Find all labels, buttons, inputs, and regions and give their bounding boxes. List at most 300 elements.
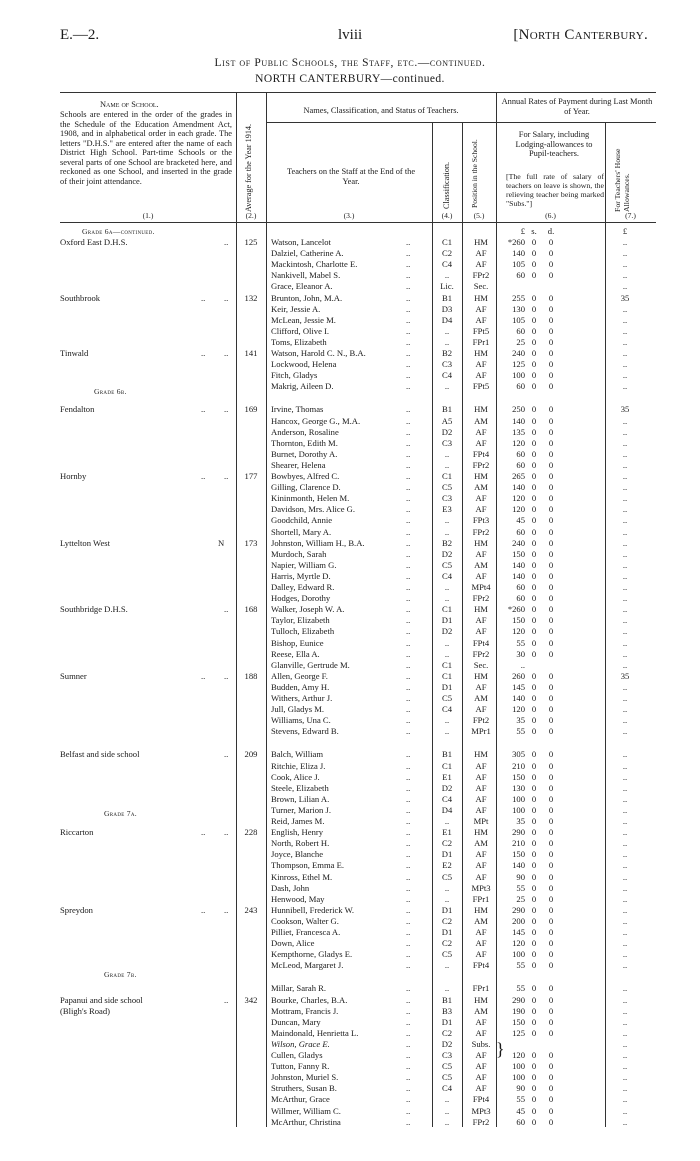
table-row <box>60 259 656 270</box>
table-row <box>60 883 656 894</box>
classification: D1 <box>441 615 453 626</box>
salary-pence: 0 <box>548 426 554 437</box>
house-allowance: .. <box>622 526 628 537</box>
salary-shillings: 0 <box>531 348 537 358</box>
teacher-name: Hunnibell, Frederick W. <box>271 904 355 915</box>
position: AF <box>475 1072 487 1083</box>
salary-shillings: 0 <box>531 816 537 826</box>
salary-shillings: 0 <box>531 771 537 782</box>
salary-pence: 0 <box>548 793 554 804</box>
salary-pence: 0 <box>548 681 554 692</box>
salary-shillings: 0 <box>531 849 537 860</box>
salary-pence: 0 <box>548 760 554 771</box>
classification: D4 <box>441 804 453 815</box>
teacher-name: Murdoch, Sarah <box>271 548 327 559</box>
teacher-name: Keir, Jessie A. <box>271 303 321 314</box>
leader-dots: .. <box>406 994 411 1005</box>
salary-shillings: 0 <box>531 1016 537 1027</box>
salary-pounds: 290 <box>512 904 525 915</box>
classification-heading: Classification. <box>442 161 451 209</box>
salary-pence: 0 <box>548 615 554 626</box>
house-allowance: .. <box>622 325 628 336</box>
position: AF <box>475 771 487 782</box>
salary-shillings: 0 <box>531 270 537 281</box>
teacher-name: Turner, Marion J. <box>271 804 331 815</box>
salary-pounds: 100 <box>512 1061 525 1072</box>
classification: .. <box>444 448 450 459</box>
position: AF <box>475 1050 487 1060</box>
table-row <box>60 593 656 604</box>
table-row <box>60 995 656 1006</box>
salary-shillings: 0 <box>531 582 537 592</box>
school-name: Fendalton <box>60 404 95 415</box>
salary-shillings: 0 <box>531 471 537 481</box>
average-attendance: 132 <box>244 292 258 303</box>
position: AF <box>475 504 487 515</box>
teacher-name: Burnet, Dorothy A. <box>271 448 338 459</box>
teacher-name: Joyce, Blanche <box>271 849 324 860</box>
classification: D2 <box>441 626 453 637</box>
leader-dots: .. <box>224 471 229 481</box>
teacher-name: Fitch, Gladys <box>271 370 318 381</box>
classification: D3 <box>441 303 453 314</box>
leader-dots: .. <box>224 994 229 1005</box>
classification: .. <box>444 515 450 526</box>
salary-shillings: 0 <box>531 493 537 504</box>
house-allowance: .. <box>622 237 628 247</box>
name-of-school-heading: Name of School. <box>100 100 159 109</box>
school-name: Riccarton <box>60 827 94 838</box>
salary-pounds: 140 <box>512 415 525 426</box>
salary-pence: 0 <box>548 726 554 737</box>
table-row <box>60 860 656 871</box>
salary-pence: 0 <box>548 827 554 838</box>
salary-shillings: 0 <box>531 927 537 937</box>
salary-pence: 0 <box>548 471 554 481</box>
leader-dots: .. <box>406 448 411 459</box>
salary-pounds: 125 <box>512 359 525 370</box>
classification: D2 <box>441 426 453 437</box>
position: Sec. <box>473 281 489 292</box>
salary-pence: 0 <box>548 259 554 270</box>
salary-shillings: 0 <box>531 838 537 849</box>
position: AF <box>475 681 487 692</box>
house-allowance: .. <box>622 570 628 581</box>
salary-pence: 0 <box>548 370 554 381</box>
salary-shillings: 0 <box>531 782 537 793</box>
table-row <box>60 527 656 538</box>
table-row <box>60 749 656 760</box>
leader-dots: .. <box>406 1050 411 1060</box>
salary-pounds: 305 <box>512 749 525 760</box>
classification: C4 <box>441 570 453 581</box>
position: HM <box>474 904 488 915</box>
leader-dots: .. <box>406 582 411 592</box>
table-row <box>60 1106 656 1117</box>
classification: C4 <box>441 704 453 715</box>
table-row <box>60 1094 656 1105</box>
subs-bracket: } <box>496 1039 505 1059</box>
salary-shillings: 0 <box>531 615 537 626</box>
position: FPr2 <box>472 593 490 604</box>
position: AF <box>475 437 487 448</box>
salary-pounds: 45 <box>516 1105 525 1116</box>
salary-shillings: 0 <box>531 1105 537 1116</box>
house-allowance: .. <box>622 270 628 281</box>
leader-dots: .. <box>406 437 411 448</box>
teacher-name: Watson, Harold C. N., B.A. <box>271 348 366 358</box>
leader-dots: .. <box>406 270 411 281</box>
teacher-name: Withers, Arthur J. <box>271 693 333 703</box>
table-row <box>60 315 656 326</box>
salary-shillings: 0 <box>531 648 537 659</box>
leader-dots: .. <box>406 626 411 637</box>
salary-pounds: 25 <box>516 336 525 347</box>
classification: D4 <box>441 314 453 325</box>
teachers-staff-heading: Teachers on the Staff at the End of the Year. <box>286 167 416 186</box>
classification: .. <box>444 593 450 604</box>
salary-shillings: 0 <box>531 749 537 760</box>
teacher-name: Shortell, Mary A. <box>271 526 332 537</box>
table-row <box>60 761 656 772</box>
salary-pounds: 240 <box>512 537 525 548</box>
classification: C3 <box>441 1050 453 1060</box>
leader-dots: .. <box>406 871 411 882</box>
house-allowance: .. <box>622 314 628 325</box>
classification: .. <box>444 1094 450 1105</box>
salary-shillings: 0 <box>531 359 537 370</box>
salary-pence: 0 <box>548 1116 554 1127</box>
leader-dots: .. <box>406 816 411 826</box>
salary-shillings: 0 <box>531 336 537 347</box>
salary-shillings: 0 <box>531 681 537 692</box>
position: MPr1 <box>471 726 491 737</box>
salary-shillings: 0 <box>531 1005 537 1016</box>
salary-pence: 0 <box>548 849 554 860</box>
position: AM <box>474 693 488 703</box>
house-allowance: .. <box>622 938 628 949</box>
position: FPt4 <box>472 448 490 459</box>
house-allowance: .. <box>622 749 628 760</box>
house-allowance: .. <box>622 1038 628 1049</box>
teacher-name: McLean, Jessie M. <box>271 314 336 325</box>
teacher-name: Kinross, Ethel M. <box>271 871 333 882</box>
teacher-name: McArthur, Christina <box>271 1116 341 1127</box>
table-row <box>60 460 656 471</box>
position: HM <box>474 827 488 838</box>
salary-pence: 0 <box>548 570 554 581</box>
salary-pounds: 105 <box>512 314 525 325</box>
salary-shillings: 0 <box>531 559 537 570</box>
column-number-4: (4.) <box>441 211 453 220</box>
classification: .. <box>444 325 450 336</box>
house-allowance: .. <box>622 760 628 771</box>
teacher-name: Pilliet, Francesca A. <box>271 927 341 937</box>
position: AF <box>475 938 487 949</box>
house-allowance: 35 <box>620 670 630 681</box>
leader-dots: .. <box>406 426 411 437</box>
classification: C5 <box>441 559 453 570</box>
salary-pounds: 140 <box>512 482 525 493</box>
salary-shillings: 0 <box>531 570 537 581</box>
leader-dots: .. <box>201 670 206 681</box>
classification: C2 <box>441 248 453 259</box>
house-allowance: .. <box>622 659 628 670</box>
teacher-name: McLeod, Margaret J. <box>271 960 344 971</box>
leader-dots: .. <box>224 292 229 303</box>
position: FPr2 <box>472 1116 490 1127</box>
classification: D1 <box>441 1016 453 1027</box>
teacher-name: Cookson, Walter G. <box>271 915 339 926</box>
table-row <box>60 1028 656 1039</box>
salary-pence: 0 <box>548 904 554 915</box>
leader-dots: .. <box>406 259 411 270</box>
salary-pounds: 120 <box>512 626 525 637</box>
page-number: lviii <box>338 27 363 43</box>
salary-pounds: 60 <box>516 448 525 459</box>
salary-pounds: 200 <box>512 915 525 926</box>
running-header <box>0 27 700 47</box>
classification: C5 <box>441 1061 453 1072</box>
salary-heading: For Salary, including Lodging-allowances to Pupil-teachers. <box>515 130 593 158</box>
leader-dots: .. <box>406 849 411 860</box>
leader-dots: .. <box>406 882 411 893</box>
average-attendance: 125 <box>244 237 258 247</box>
classification: B2 <box>441 537 453 548</box>
position: FPt2 <box>472 715 490 726</box>
teacher-name: Ritchie, Eliza J. <box>271 760 326 771</box>
table-row <box>60 838 656 849</box>
salary-shillings: 0 <box>531 1072 537 1083</box>
house-allowance: .. <box>622 793 628 804</box>
salary-shillings: 0 <box>531 893 537 904</box>
house-allowance: .. <box>622 336 628 347</box>
salary-pence: 0 <box>548 749 554 760</box>
leader-dots: .. <box>406 648 411 659</box>
classification: C4 <box>441 1083 453 1094</box>
table-row <box>60 248 656 259</box>
leader-dots: .. <box>201 348 206 358</box>
position: AM <box>474 915 488 926</box>
leader-dots: .. <box>406 593 411 604</box>
position: AM <box>474 482 488 493</box>
classification: B1 <box>441 404 453 415</box>
salary-pence: 0 <box>548 459 554 470</box>
table-row <box>60 604 656 615</box>
house-allowance: .. <box>622 681 628 692</box>
grade-label: Grade 7a. <box>104 809 137 818</box>
school-mark: N <box>218 537 225 548</box>
average-attendance: 209 <box>244 749 258 760</box>
salary-shillings: 0 <box>531 482 537 493</box>
teacher-name: Harris, Myrtle D. <box>271 570 331 581</box>
salary-pence: 0 <box>548 359 554 370</box>
house-allowance: .. <box>622 704 628 715</box>
salary-pounds: 60 <box>516 325 525 336</box>
leader-dots: .. <box>201 904 206 915</box>
column-number-5: (5.) <box>473 211 485 220</box>
house-allowance: .. <box>622 471 628 481</box>
teacher-name: Mackintosh, Charlotte E. <box>271 259 358 270</box>
position: AF <box>475 760 487 771</box>
house-allowance: .. <box>622 248 628 259</box>
table-row <box>60 293 656 304</box>
teacher-name: Willmer, William C. <box>271 1105 341 1116</box>
salary-pence: 0 <box>548 515 554 526</box>
leader-dots: .. <box>406 726 411 737</box>
teacher-name: Cook, Alice J. <box>271 771 320 782</box>
salary-pounds: 210 <box>512 760 525 771</box>
classification: E2 <box>442 860 452 871</box>
teacher-name: Brown, Lilian A. <box>271 793 330 804</box>
leader-dots: .. <box>406 459 411 470</box>
table-row <box>60 438 656 449</box>
table-row <box>60 504 656 515</box>
leader-dots: .. <box>406 749 411 760</box>
salary-pounds: 60 <box>516 381 525 392</box>
position: AF <box>475 370 487 381</box>
house-allowance: .. <box>622 348 628 358</box>
leader-dots: .. <box>406 1116 411 1127</box>
leader-dots: .. <box>406 1061 411 1072</box>
classification: .. <box>444 816 450 826</box>
house-allowance: .. <box>622 771 628 782</box>
salary-pence: 0 <box>548 871 554 882</box>
house-allowance: .. <box>622 893 628 904</box>
teacher-name: Shearer, Helena <box>271 459 326 470</box>
house-allowance: .. <box>622 726 628 737</box>
teacher-name: Mottram, Francis J. <box>271 1005 339 1016</box>
table-row <box>60 927 656 938</box>
classification: C2 <box>441 838 453 849</box>
position: FPr2 <box>472 526 490 537</box>
classification: D1 <box>441 849 453 860</box>
position: MPt4 <box>471 582 491 592</box>
house-allowance: .. <box>622 849 628 860</box>
position: FPr1 <box>472 336 490 347</box>
teacher-name: Jull, Gladys M. <box>271 704 324 715</box>
house-allowance: .. <box>622 548 628 559</box>
salary-pounds: 55 <box>516 637 525 648</box>
table-row <box>60 894 656 905</box>
classification: C1 <box>441 760 453 771</box>
house-allowance: .. <box>622 515 628 526</box>
salary-pence: 0 <box>548 1105 554 1116</box>
house-allowance-heading: For Teachers' House Allowances. <box>613 148 631 212</box>
average-attendance: 188 <box>244 670 258 681</box>
classification: A5 <box>441 415 453 426</box>
house-allowance: .. <box>622 983 628 994</box>
classification: C4 <box>441 259 453 270</box>
salary-pence: 0 <box>548 994 554 1005</box>
salary-pounds: 140 <box>512 570 525 581</box>
pound-unit: £ <box>520 226 525 236</box>
leader-dots: .. <box>406 404 411 415</box>
table-row <box>60 348 656 359</box>
position: MPt3 <box>471 1105 491 1116</box>
leader-dots: .. <box>406 515 411 526</box>
salary-pence: 0 <box>548 415 554 426</box>
table-row <box>60 582 656 593</box>
salary-pence: 0 <box>548 437 554 448</box>
grade-label: Grade 6b. <box>94 387 127 396</box>
classification: B1 <box>441 749 453 760</box>
table-row <box>60 471 656 482</box>
leader-dots: .. <box>406 782 411 793</box>
house-allowance: .. <box>622 1105 628 1116</box>
salary-pounds: 125 <box>512 1027 525 1038</box>
salary-pounds: 140 <box>512 860 525 871</box>
house-allowance: .. <box>622 459 628 470</box>
teacher-name: Thornton, Edith M. <box>271 437 338 448</box>
house-allowance: .. <box>622 1094 628 1105</box>
salary-pence: 0 <box>548 292 554 303</box>
position: AF <box>475 426 487 437</box>
leader-dots: .. <box>406 938 411 949</box>
salary-pence: 0 <box>548 637 554 648</box>
salary-pence: 0 <box>548 303 554 314</box>
position: Subs. <box>471 1038 491 1049</box>
teacher-name: Goodchild, Annie <box>271 515 333 526</box>
table-row <box>60 326 656 337</box>
salary-pence: 0 <box>548 1050 554 1060</box>
salary-pounds: 100 <box>512 804 525 815</box>
schools-staff-table <box>60 92 656 1127</box>
leader-dots: .. <box>406 793 411 804</box>
table-row <box>60 872 656 883</box>
salary-pence: 0 <box>548 1005 554 1016</box>
classification: B1 <box>441 994 453 1005</box>
salary-pounds: 45 <box>516 515 525 526</box>
salary-pounds: 60 <box>516 526 525 537</box>
position: AM <box>474 1005 488 1016</box>
salary-shillings: 0 <box>531 1050 537 1060</box>
salary-pence: 0 <box>548 336 554 347</box>
house-allowance: .. <box>622 827 628 838</box>
salary-shillings: 0 <box>531 437 537 448</box>
house-allowance: .. <box>622 1116 628 1127</box>
classification: C2 <box>441 915 453 926</box>
leader-dots: .. <box>406 303 411 314</box>
table-row <box>60 949 656 960</box>
salary-pence: 0 <box>548 693 554 703</box>
classification: C3 <box>441 437 453 448</box>
classification: C1 <box>441 670 453 681</box>
pence-unit: d. <box>547 226 555 236</box>
position-heading: Position in the School. <box>470 139 479 208</box>
school-name: Southbridge D.H.S. <box>60 604 128 615</box>
leader-dots: .. <box>406 348 411 358</box>
leader-dots: .. <box>224 749 229 760</box>
salary-pounds: 140 <box>512 559 525 570</box>
position: AF <box>475 626 487 637</box>
salary-pounds: 55 <box>516 983 525 994</box>
teacher-name: Glanville, Gertrude M. <box>271 659 350 670</box>
salary-pounds: 120 <box>512 504 525 515</box>
salary-pence: 0 <box>548 559 554 570</box>
leader-dots: .. <box>406 615 411 626</box>
salary-pence: 0 <box>548 626 554 637</box>
position: AF <box>475 548 487 559</box>
table-row <box>60 370 656 381</box>
salary-pence: 0 <box>548 771 554 782</box>
table-row <box>60 816 656 827</box>
teacher-name: Dalley, Edward R. <box>271 582 335 592</box>
average-attendance: 173 <box>244 537 258 548</box>
column-number-3: (3.) <box>343 211 355 220</box>
leader-dots: .. <box>406 960 411 971</box>
leader-dots: .. <box>406 1005 411 1016</box>
